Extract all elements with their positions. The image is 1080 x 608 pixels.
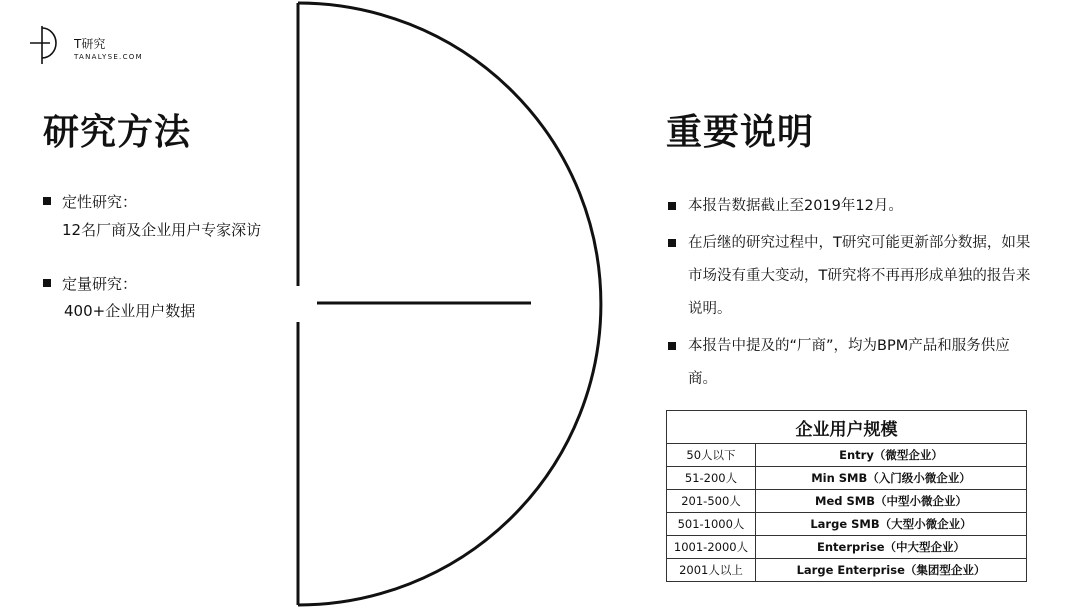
quantitative-label: 定量研究： [62,275,138,293]
table-row [667,536,1027,559]
quantitative-detail: 400+企业用户数据 [64,302,196,320]
bullet-icon [43,197,51,205]
tier-cell: Large Enterprise（集团型企业） [756,559,1027,582]
enterprise-scale-table [666,410,1027,582]
size-cell: 201-500人 [667,490,756,513]
size-cell: 1001-2000人 [667,536,756,559]
table-header-row [667,411,1027,444]
qualitative-detail: 12名厂商及企业用户专家深访 [62,221,262,239]
notes-list [668,190,1038,400]
important-notes-title: 重要说明 [666,112,815,153]
table-title: 企业用户规模 [667,411,1027,444]
note-item: 本报告中提及的“厂商”，均为BPM产品和服务供应商。 [668,330,1038,396]
size-cell: 50人以下 [667,444,756,467]
tier-cell: Med SMB（中型小微企业） [756,490,1027,513]
tier-cell: Large SMB（大型小微企业） [756,513,1027,536]
size-cell: 501-1000人 [667,513,756,536]
note-item: 在后继的研究过程中，T研究可能更新部分数据，如果市场没有重大变动，T研究将不再再形成单独的报告来说明。 [668,227,1038,326]
logo-name-en: TANALYSE.COM [74,53,143,61]
tier-cell: Entry（微型企业） [756,444,1027,467]
qualitative-label: 定性研究： [62,193,138,211]
bullet-icon [43,279,51,287]
table-row [667,467,1027,490]
logo-name-cn: T研究 [74,37,106,51]
table-row [667,490,1027,513]
research-method-title: 研究方法 [43,112,192,153]
table-row [667,559,1027,582]
note-item: 本报告数据截止至2019年12月。 [668,190,1038,223]
size-cell: 2001人以上 [667,559,756,582]
size-cell: 51-200人 [667,467,756,490]
tier-cell: Min SMB（入门级小微企业） [756,467,1027,490]
tier-cell: Enterprise（中大型企业） [756,536,1027,559]
table-row [667,513,1027,536]
table-row [667,444,1027,467]
